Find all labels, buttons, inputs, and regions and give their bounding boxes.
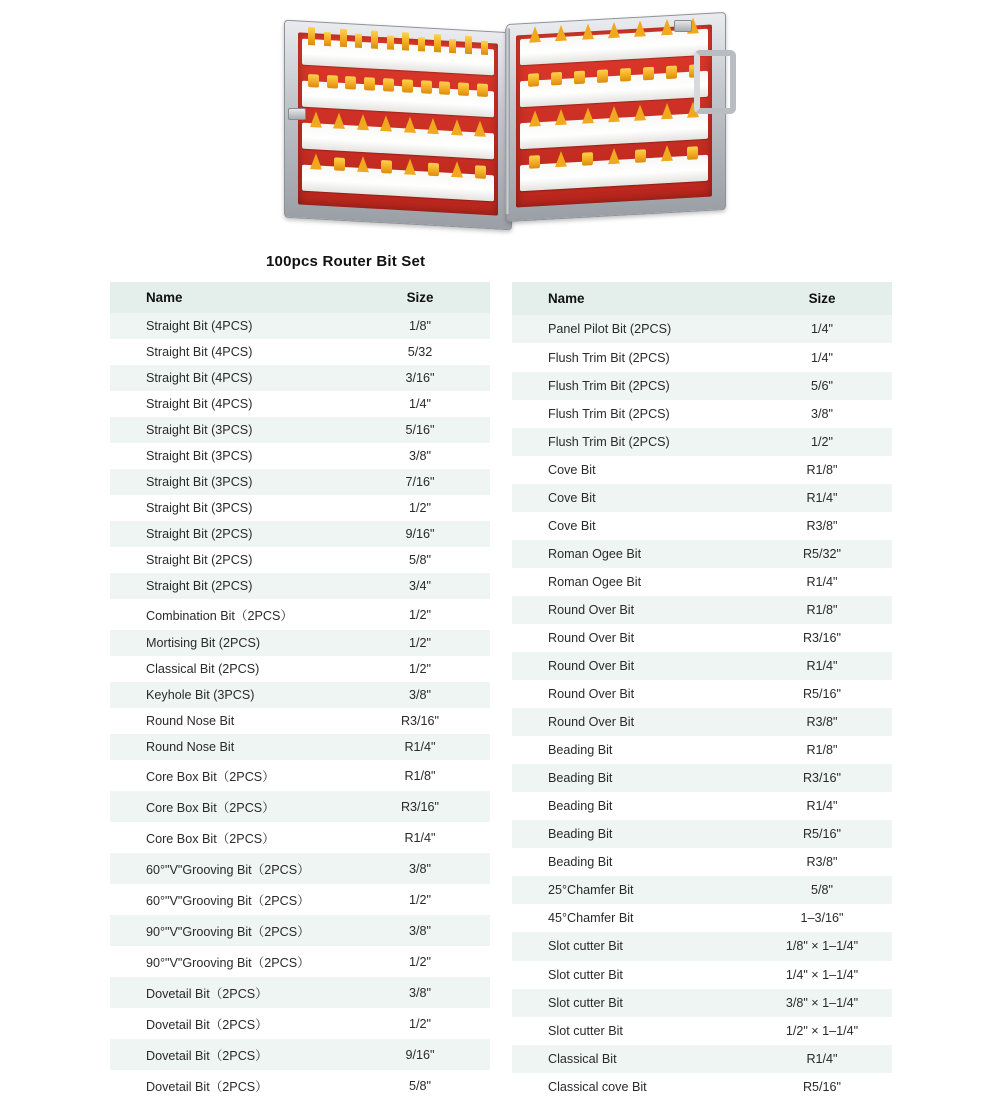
- table-row: [110, 915, 490, 946]
- cell-size: 1/2": [360, 1008, 490, 1039]
- cell-name: Beading Bit: [512, 848, 762, 876]
- table-row: [512, 1045, 892, 1073]
- cell-name: Straight Bit (2PCS): [110, 573, 360, 599]
- cell-size: R5/16": [762, 680, 892, 708]
- table-row: [110, 547, 490, 573]
- cell-name: Mortising Bit (2PCS): [110, 630, 360, 656]
- table-row: [512, 848, 892, 876]
- table-row: [512, 315, 892, 343]
- spec-table-right: [512, 282, 892, 1101]
- cell-size: R1/8": [762, 736, 892, 764]
- cell-name: Dovetail Bit（2PCS）: [110, 1039, 360, 1070]
- cell-name: Straight Bit (3PCS): [110, 495, 360, 521]
- column-header-size: Size: [762, 282, 892, 315]
- cell-size: R1/4": [762, 484, 892, 512]
- cell-size: 3/8": [360, 853, 490, 884]
- cell-name: Cove Bit: [512, 456, 762, 484]
- table-row: [512, 961, 892, 989]
- cell-name: Cove Bit: [512, 512, 762, 540]
- cell-name: Core Box Bit（2PCS）: [110, 822, 360, 853]
- page-title: 100pcs Router Bit Set: [266, 253, 426, 270]
- table-row: [512, 792, 892, 820]
- table-row: [512, 904, 892, 932]
- cell-size: R5/16": [762, 820, 892, 848]
- column-header-name: Name: [110, 282, 360, 313]
- cell-name: Straight Bit (2PCS): [110, 521, 360, 547]
- cell-name: Dovetail Bit（2PCS）: [110, 977, 360, 1008]
- cell-name: Round Over Bit: [512, 708, 762, 736]
- table-row: [110, 884, 490, 915]
- table-row: [110, 734, 490, 760]
- table-row: [512, 932, 892, 960]
- cell-name: Beading Bit: [512, 764, 762, 792]
- column-header-name: Name: [512, 282, 762, 315]
- table-row: [110, 682, 490, 708]
- cell-size: 3/8" × 1–1/4": [762, 989, 892, 1017]
- cell-size: R3/8": [762, 708, 892, 736]
- table-row: [512, 568, 892, 596]
- case-latch-left: [288, 108, 306, 120]
- table-row: [110, 573, 490, 599]
- cell-name: Round Nose Bit: [110, 708, 360, 734]
- cell-name: Flush Trim Bit (2PCS): [512, 343, 762, 371]
- cell-size: 1/2" × 1–1/4": [762, 1017, 892, 1045]
- cell-size: 5/8": [762, 876, 892, 904]
- table-row: [512, 876, 892, 904]
- cell-name: Dovetail Bit（2PCS）: [110, 1008, 360, 1039]
- cell-size: R1/4": [762, 652, 892, 680]
- table-row: [512, 1017, 892, 1045]
- table-row: [512, 680, 892, 708]
- table-row: [110, 521, 490, 547]
- cell-size: 3/4": [360, 573, 490, 599]
- cell-name: Keyhole Bit (3PCS): [110, 682, 360, 708]
- cell-size: 1/4": [762, 343, 892, 371]
- cell-name: Flush Trim Bit (2PCS): [512, 428, 762, 456]
- cell-name: Round Nose Bit: [110, 734, 360, 760]
- cell-size: R1/4": [762, 568, 892, 596]
- cell-size: 3/8": [360, 977, 490, 1008]
- table-row: [110, 760, 490, 791]
- cell-size: 3/8": [360, 682, 490, 708]
- cell-name: 90°"V"Grooving Bit（2PCS）: [110, 915, 360, 946]
- cell-size: R5/16": [762, 1073, 892, 1101]
- table-row: [512, 428, 892, 456]
- spec-table-left: [110, 282, 490, 1101]
- table-row: [512, 1073, 892, 1101]
- cell-name: Slot cutter Bit: [512, 989, 762, 1017]
- cell-size: 3/8": [360, 443, 490, 469]
- table-row: [512, 764, 892, 792]
- table-row: [110, 469, 490, 495]
- table-row: [512, 652, 892, 680]
- cell-name: 60°"V"Grooving Bit（2PCS）: [110, 884, 360, 915]
- cell-name: Slot cutter Bit: [512, 1017, 762, 1045]
- table-row: [512, 343, 892, 371]
- cell-size: R3/16": [762, 764, 892, 792]
- cell-name: Cove Bit: [512, 484, 762, 512]
- cell-name: Classical cove Bit: [512, 1073, 762, 1101]
- cell-size: R1/4": [360, 734, 490, 760]
- table-row: [512, 820, 892, 848]
- table-row: [512, 708, 892, 736]
- product-photo: [0, 0, 1002, 240]
- cell-size: 3/16": [360, 365, 490, 391]
- cell-size: 1/2": [360, 656, 490, 682]
- spec-tables: [0, 282, 1002, 1101]
- cell-name: Straight Bit (3PCS): [110, 417, 360, 443]
- cell-size: 7/16": [360, 469, 490, 495]
- table-row: [110, 708, 490, 734]
- router-bit-case: [278, 8, 738, 228]
- cell-size: 9/16": [360, 1039, 490, 1070]
- cell-name: Classical Bit (2PCS): [110, 656, 360, 682]
- cell-size: 5/32: [360, 339, 490, 365]
- cell-name: Beading Bit: [512, 736, 762, 764]
- cell-size: 1/2": [360, 884, 490, 915]
- cell-name: Roman Ogee Bit: [512, 540, 762, 568]
- cell-size: 1/2": [360, 495, 490, 521]
- table-row: [110, 1039, 490, 1070]
- cell-size: 1/8": [360, 313, 490, 339]
- table-row: [110, 495, 490, 521]
- table-row: [512, 989, 892, 1017]
- cell-size: 5/8": [360, 547, 490, 573]
- cell-size: 5/6": [762, 372, 892, 400]
- cell-name: Flush Trim Bit (2PCS): [512, 372, 762, 400]
- cell-name: Dovetail Bit（2PCS）: [110, 1070, 360, 1101]
- table-row: [512, 736, 892, 764]
- cell-size: R1/8": [762, 456, 892, 484]
- cell-name: Flush Trim Bit (2PCS): [512, 400, 762, 428]
- cell-size: R3/16": [762, 624, 892, 652]
- table-row: [110, 339, 490, 365]
- cell-name: Straight Bit (3PCS): [110, 443, 360, 469]
- cell-size: R3/8": [762, 848, 892, 876]
- cell-size: R1/4": [762, 792, 892, 820]
- cell-size: 1/2": [762, 428, 892, 456]
- table-row: [110, 1070, 490, 1101]
- cell-name: Round Over Bit: [512, 652, 762, 680]
- cell-name: Round Over Bit: [512, 624, 762, 652]
- table-row: [512, 372, 892, 400]
- cell-name: 45°Chamfer Bit: [512, 904, 762, 932]
- cell-size: R1/4": [360, 822, 490, 853]
- cell-name: Straight Bit (4PCS): [110, 391, 360, 417]
- table-row: [110, 1008, 490, 1039]
- case-left-foam: [298, 32, 498, 215]
- table-row: [110, 656, 490, 682]
- table-header-row: [512, 282, 892, 315]
- table-row: [110, 791, 490, 822]
- cell-name: Beading Bit: [512, 792, 762, 820]
- cell-name: 60°"V"Grooving Bit（2PCS）: [110, 853, 360, 884]
- cell-size: 1/2": [360, 599, 490, 630]
- cell-size: 1/4": [762, 315, 892, 343]
- cell-name: 25°Chamfer Bit: [512, 876, 762, 904]
- table-row: [512, 624, 892, 652]
- table-header-row: [110, 282, 490, 313]
- cell-size: 9/16": [360, 521, 490, 547]
- cell-size: R3/16": [360, 791, 490, 822]
- table-row: [512, 512, 892, 540]
- cell-size: R3/8": [762, 512, 892, 540]
- cell-size: R3/16": [360, 708, 490, 734]
- cell-size: 1/4" × 1–1/4": [762, 961, 892, 989]
- cell-size: 5/8": [360, 1070, 490, 1101]
- table-row: [110, 391, 490, 417]
- table-row: [512, 484, 892, 512]
- cell-name: Slot cutter Bit: [512, 932, 762, 960]
- cell-name: Straight Bit (4PCS): [110, 339, 360, 365]
- table-row: [512, 400, 892, 428]
- cell-size: R1/4": [762, 1045, 892, 1073]
- cell-name: Beading Bit: [512, 820, 762, 848]
- cell-name: Straight Bit (3PCS): [110, 469, 360, 495]
- table-row: [110, 822, 490, 853]
- cell-size: 3/8": [762, 400, 892, 428]
- cell-name: 90°"V"Grooving Bit（2PCS）: [110, 946, 360, 977]
- table-row: [512, 596, 892, 624]
- case-handle: [694, 50, 736, 114]
- table-row: [110, 417, 490, 443]
- cell-name: Roman Ogee Bit: [512, 568, 762, 596]
- cell-size: 3/8": [360, 915, 490, 946]
- column-header-size: Size: [360, 282, 490, 313]
- cell-size: 1/4": [360, 391, 490, 417]
- cell-size: 1/8" × 1–1/4": [762, 932, 892, 960]
- cell-size: 1–3/16": [762, 904, 892, 932]
- cell-size: 5/16": [360, 417, 490, 443]
- case-hinge: [505, 28, 510, 214]
- cell-name: Panel Pilot Bit (2PCS): [512, 315, 762, 343]
- cell-size: 1/2": [360, 946, 490, 977]
- table-row: [110, 630, 490, 656]
- table-row: [110, 946, 490, 977]
- case-right-foam: [516, 25, 712, 208]
- table-row: [512, 540, 892, 568]
- cell-name: Core Box Bit（2PCS）: [110, 791, 360, 822]
- cell-name: Round Over Bit: [512, 596, 762, 624]
- table-row: [110, 313, 490, 339]
- case-latch-right: [674, 20, 692, 32]
- cell-name: Slot cutter Bit: [512, 961, 762, 989]
- table-row: [110, 443, 490, 469]
- cell-size: R1/8": [360, 760, 490, 791]
- table-row: [110, 853, 490, 884]
- cell-size: R5/32": [762, 540, 892, 568]
- cell-name: Combination Bit（2PCS）: [110, 599, 360, 630]
- table-row: [110, 365, 490, 391]
- cell-name: Core Box Bit（2PCS）: [110, 760, 360, 791]
- table-row: [512, 456, 892, 484]
- table-row: [110, 977, 490, 1008]
- cell-name: Round Over Bit: [512, 680, 762, 708]
- cell-name: Straight Bit (2PCS): [110, 547, 360, 573]
- cell-name: Straight Bit (4PCS): [110, 313, 360, 339]
- table-row: [110, 599, 490, 630]
- cell-name: Straight Bit (4PCS): [110, 365, 360, 391]
- cell-name: Classical Bit: [512, 1045, 762, 1073]
- cell-size: 1/2": [360, 630, 490, 656]
- cell-size: R1/8": [762, 596, 892, 624]
